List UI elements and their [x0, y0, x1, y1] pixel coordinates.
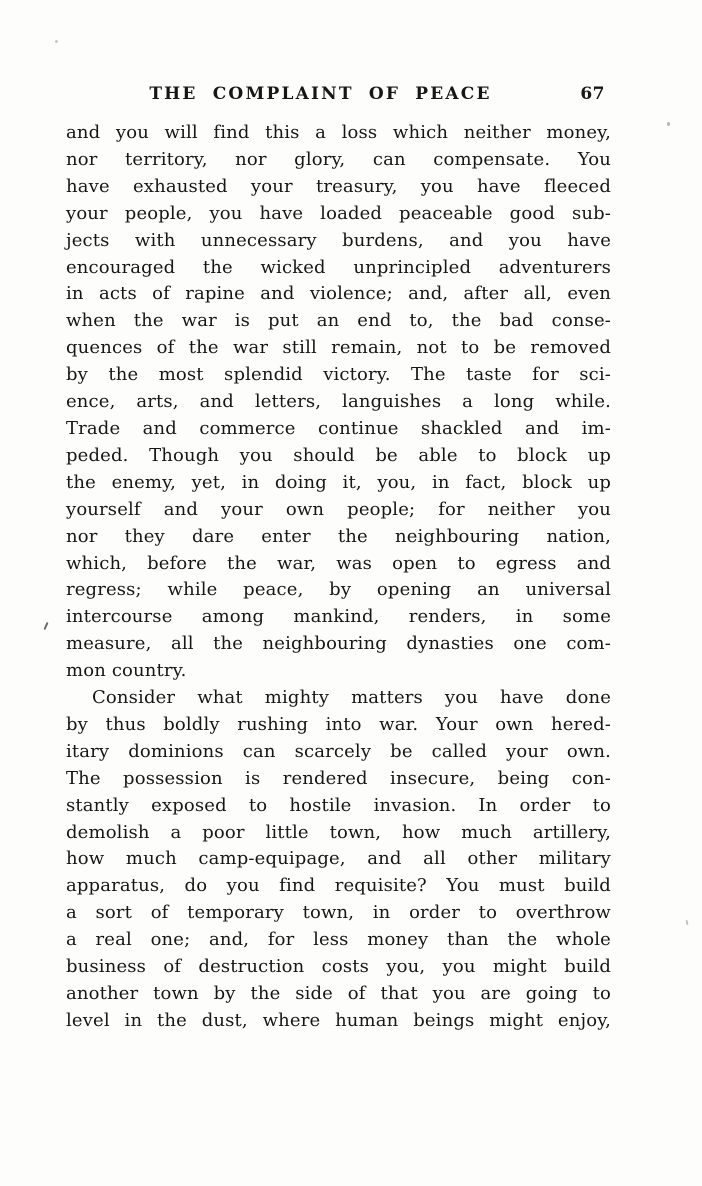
text-line: have exhausted your treasury, you have fleeced: [66, 175, 611, 197]
text-line: level in the dust, where human beings might enjoy,: [66, 1009, 611, 1031]
scan-artifact-tick: [43, 622, 48, 630]
text-line: mon country.: [66, 660, 187, 682]
text-line: a sort of temporary town, in order to overthrow: [66, 902, 611, 924]
page-body: [66, 120, 611, 1035]
text-line: business of destruction costs you, you might build: [66, 956, 611, 978]
text-line: in acts of rapine and violence; and, after all, even: [66, 283, 611, 305]
text-line: the enemy, yet, in doing it, you, in fact, block up: [66, 471, 611, 493]
text-line: your people, you have loaded peaceable good sub-: [66, 202, 611, 224]
text-line: apparatus, do you find requisite? You must build: [66, 875, 611, 897]
text-line: encouraged the wicked unprincipled adventurers: [66, 256, 611, 278]
scan-artifact-speck: [667, 122, 670, 126]
text-line: when the war is put an end to, the bad conse-: [66, 310, 611, 332]
running-head: [66, 84, 611, 104]
text-line: Trade and commerce continue shackled and im-: [66, 417, 611, 439]
text-line: by the most splendid victory. The taste for sci-: [66, 364, 611, 386]
text-line: a real one; and, for less money than the whole: [66, 929, 611, 951]
text-line: how much camp-equipage, and all other military: [66, 848, 611, 870]
text-line: demolish a poor little town, how much artillery,: [66, 821, 611, 843]
scan-artifact-speck: [55, 40, 58, 43]
text-line: quences of the war still remain, not to be removed: [66, 337, 611, 359]
scan-artifact-speck: [686, 920, 689, 925]
text-line: peded. Though you should be able to block up: [66, 444, 611, 466]
paragraph: [66, 685, 611, 1035]
text-line: intercourse among mankind, renders, in some: [66, 606, 611, 628]
text-line: nor territory, nor glory, can compensate. You: [66, 148, 611, 170]
text-line: nor they dare enter the neighbouring nation,: [66, 525, 611, 547]
text-line: Consider what mighty matters you have done: [92, 687, 611, 709]
text-line: which, before the war, was open to egress and: [66, 552, 611, 574]
text-line: and you will find this a loss which neither money,: [66, 122, 611, 143]
text-line: yourself and your own people; for neither you: [66, 498, 611, 520]
text-line: by thus boldly rushing into war. Your own hered-: [66, 713, 611, 735]
text-line: stantly exposed to hostile invasion. In order to: [66, 794, 611, 816]
text-line: measure, all the neighbouring dynasties one com-: [66, 633, 611, 655]
text-line: The possession is rendered insecure, being con-: [66, 767, 611, 789]
page-number: 67: [580, 84, 605, 104]
text-line: jects with unnecessary burdens, and you have: [66, 229, 611, 251]
text-line: another town by the side of that you are going to: [66, 983, 611, 1004]
text-line: ence, arts, and letters, languishes a long while.: [66, 391, 611, 413]
text-line: regress; while peace, by opening an universal: [66, 579, 611, 601]
text-line: itary dominions can scarcely be called your own.: [66, 740, 611, 762]
page-title: THE COMPLAINT OF PEACE: [149, 84, 492, 104]
paragraph: [66, 120, 611, 685]
